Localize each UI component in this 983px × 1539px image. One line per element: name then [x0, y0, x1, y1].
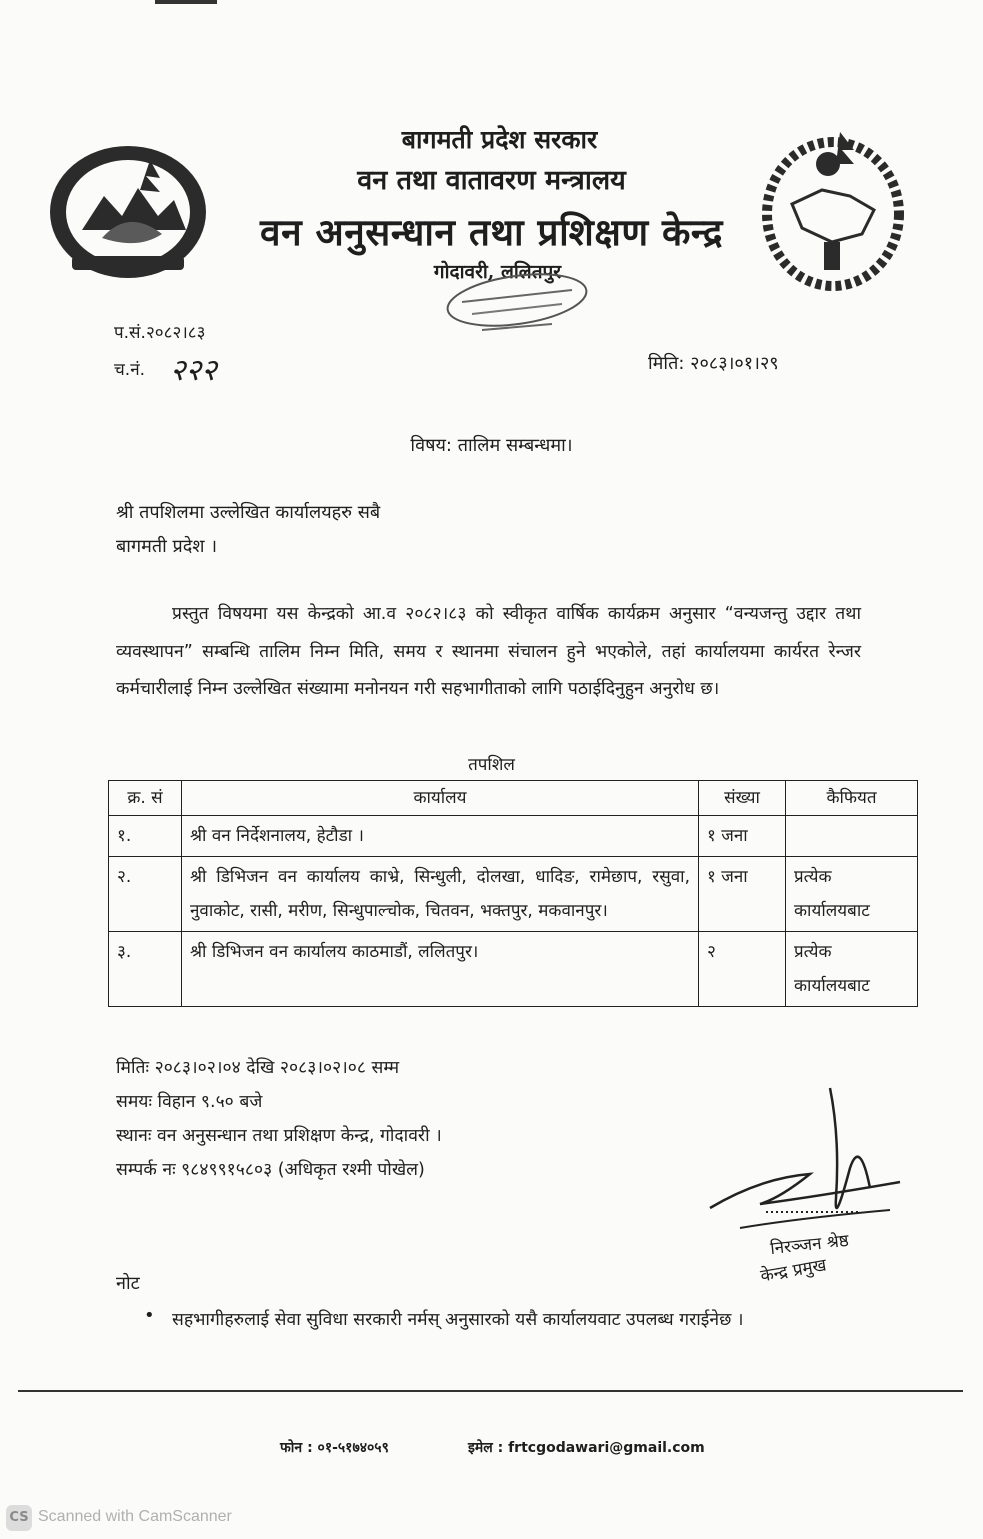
footer-email: इमेल : frtcgodawari@gmail.com	[468, 1440, 705, 1456]
fiscal-year-label: प.सं.	[114, 323, 146, 343]
footer-divider	[18, 1390, 963, 1392]
contact-number: सम्पर्क नः ९८४९९१५८०३ (अधिकृत रश्मी पोखेल)	[116, 1160, 425, 1180]
scan-edge-mark	[155, 0, 217, 4]
office-stamp-icon	[432, 272, 602, 338]
header-count: संख्या	[699, 781, 786, 816]
bullet-icon: •	[144, 1305, 155, 1326]
row-remarks	[786, 816, 918, 857]
camscanner-logo-icon: CS	[6, 1505, 32, 1531]
table-header-row	[109, 781, 918, 816]
office-address: गोदावरी, ललितपुर	[433, 261, 562, 283]
dispatch-number-label: च.नं.	[114, 360, 146, 380]
signatory-title: केन्द्र प्रमुख	[759, 1255, 828, 1287]
table-row	[109, 932, 918, 1007]
footer-phone: फोन : ०१-५१७४०५९	[280, 1440, 389, 1456]
training-place: स्थानः वन अनुसन्धान तथा प्रशिक्षण केन्द्र, गोदावरी ।	[116, 1126, 442, 1146]
dispatch-number-value: २२२	[170, 353, 217, 388]
row-remarks: प्रत्येक कार्यालयबाट	[786, 857, 918, 932]
office-table	[108, 780, 918, 1007]
letter-date: मिति: २०८३।०१।२९	[648, 353, 779, 374]
row-serial: १.	[109, 816, 182, 857]
row-count: २	[699, 932, 786, 1007]
letter-subject: विषय: तालिम सम्बन्धमा।	[410, 435, 573, 456]
row-count: १ जना	[699, 857, 786, 932]
note-item: सहभागीहरुलाई सेवा सुविधा सरकारी नर्मस् अनुसारको यसै कार्यालयवाट उपलब्ध गराईनेछ ।	[172, 1310, 744, 1330]
row-serial: ३.	[109, 932, 182, 1007]
scanner-watermark: Scanned with CamScanner	[38, 1508, 232, 1525]
table-caption: तपशिल	[468, 755, 515, 775]
addressee-line-1: श्री तपशिलमा उल्लेखित कार्यालयहरु सबै	[116, 502, 381, 523]
row-office: श्री वन निर्देशनालय, हेटौडा ।	[182, 816, 699, 857]
row-count: १ जना	[699, 816, 786, 857]
training-date: मितिः २०८३।०२।०४ देखि २०८३।०२।०८ सम्म	[116, 1058, 400, 1078]
header-office: कार्यालय	[182, 781, 699, 816]
training-time: समयः विहान ९.५० बजे	[116, 1092, 263, 1112]
row-remarks: प्रत्येक कार्यालयबाट	[786, 932, 918, 1007]
ministry-name: वन तथा वातावरण मन्त्रालय	[357, 165, 626, 196]
row-office: श्री डिभिजन वन कार्यालय काभ्रे, सिन्धुली, दोलखा, धादिङ, रामेछाप, रसुवा, नुवाकोट, रासी, मरीण, सिन्धुपाल्चोक, चितवन, भक्तपुर, मकवानपुर।	[182, 857, 699, 932]
addressee-line-2: बागमती प्रदेश ।	[116, 536, 218, 557]
office-name: वन अनुसन्धान तथा प्रशिक्षण केन्द्र	[260, 210, 723, 254]
body-paragraph: प्रस्तुत विषयमा यस केन्द्रको आ.व २०८२।८३ को स्वीकृत वार्षिक कार्यक्रम अनुसार “वन्यजन्तु उद्दार तथा व्यवस्थापन” सम्बन्धि तालिम निम्न मिति, समय र स्थानमा संचालन हुने भएकोले, तहां कार्यालयमा कार्यरत रेन्जर कर्मचारीलाई निम्न उल्लेखित संख्यामा मनोनयन गरी सहभागीताको लागि पठाईदिनुहुन अनुरोध छ।	[116, 604, 861, 699]
note-label: नोट	[116, 1273, 140, 1294]
header-remarks: कैफियत	[786, 781, 918, 816]
table-row	[109, 857, 918, 932]
fiscal-year-value: २०८२।८३	[145, 323, 206, 343]
row-office: श्री डिभिजन वन कार्यालय काठमाडौं, ललितपुर।	[182, 932, 699, 1007]
table-row	[109, 816, 918, 857]
row-serial: २.	[109, 857, 182, 932]
fiscal-year-ref	[114, 320, 205, 343]
signatory-name: निरञ्जन श्रेष्ठ	[769, 1230, 850, 1260]
header-serial: क्र. सं	[109, 781, 182, 816]
government-name: बागमती प्रदेश सरकार	[401, 125, 598, 154]
